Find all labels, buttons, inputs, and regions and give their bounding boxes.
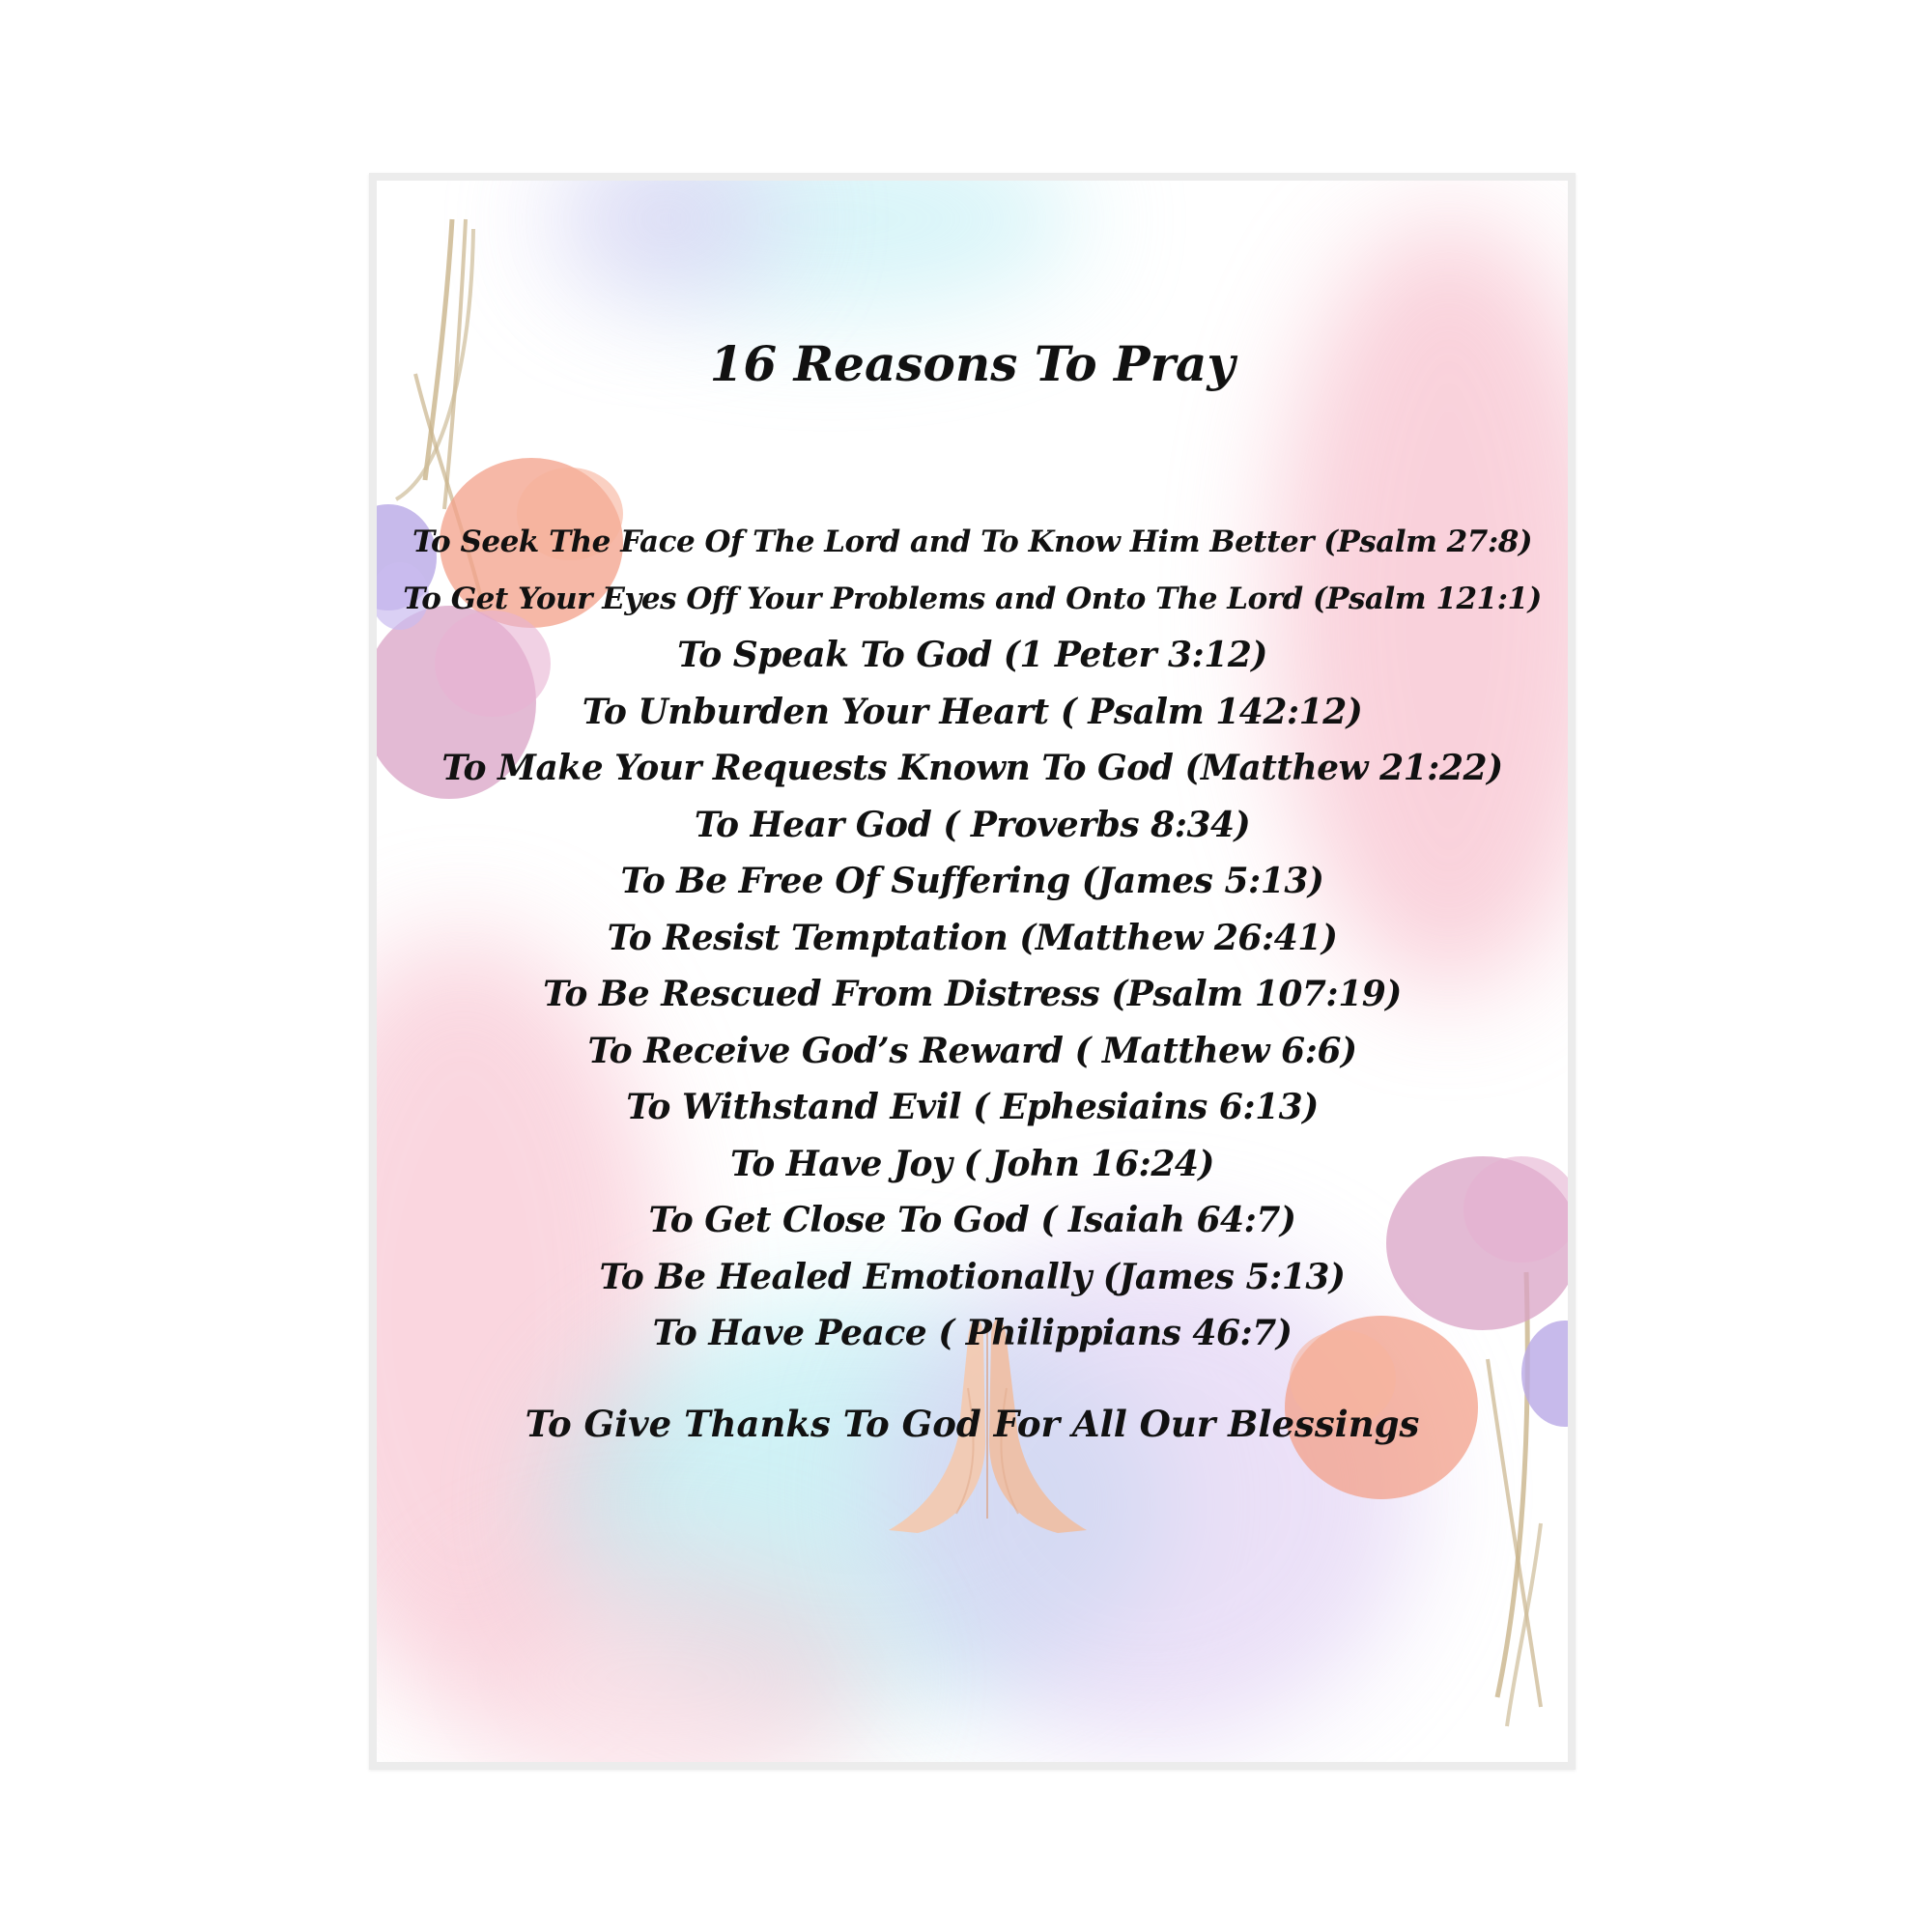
list-item: To Have Joy ( John 16:24) (730, 1143, 1214, 1184)
list-item: To Receive God’s Reward ( Matthew 6:6) (587, 1030, 1357, 1071)
list-item: To Get Your Eyes Off Your Problems and Onto The Lord (Psalm 121:1) (403, 581, 1542, 616)
closing-line: To Give Thanks To God For All Our Blessings (525, 1403, 1420, 1445)
list-item: To Be Rescued From Distress (Psalm 107:19) (543, 974, 1402, 1014)
prayer-plaque (369, 173, 1576, 1770)
prayer-text (377, 181, 1568, 1762)
list-item: To Resist Temptation (Matthew 26:41) (607, 917, 1338, 958)
list-item: To Be Healed Emotionally (James 5:13) (599, 1256, 1346, 1297)
list-item: To Unburden Your Heart ( Psalm 142:12) (582, 691, 1363, 732)
page-title: 16 Reasons To Pray (709, 335, 1236, 392)
list-item: To Withstand Evil ( Ephesiains 6:13) (626, 1087, 1319, 1127)
list-item: To Get Close To God ( Isaiah 64:7) (648, 1200, 1296, 1240)
list-item: To Be Free Of Suffering (James 5:13) (620, 861, 1324, 901)
list-item: To Make Your Requests Known To God (Matthew 21:22) (441, 748, 1503, 788)
reasons-list (377, 514, 1568, 1362)
list-item: To Have Peace ( Philippians 46:7) (652, 1313, 1293, 1353)
list-item: To Seek The Face Of The Lord and To Know Him Better (Psalm 27:8) (412, 525, 1533, 559)
list-item: To Speak To God (1 Peter 3:12) (677, 635, 1267, 675)
list-item: To Hear God ( Proverbs 8:34) (694, 804, 1251, 845)
